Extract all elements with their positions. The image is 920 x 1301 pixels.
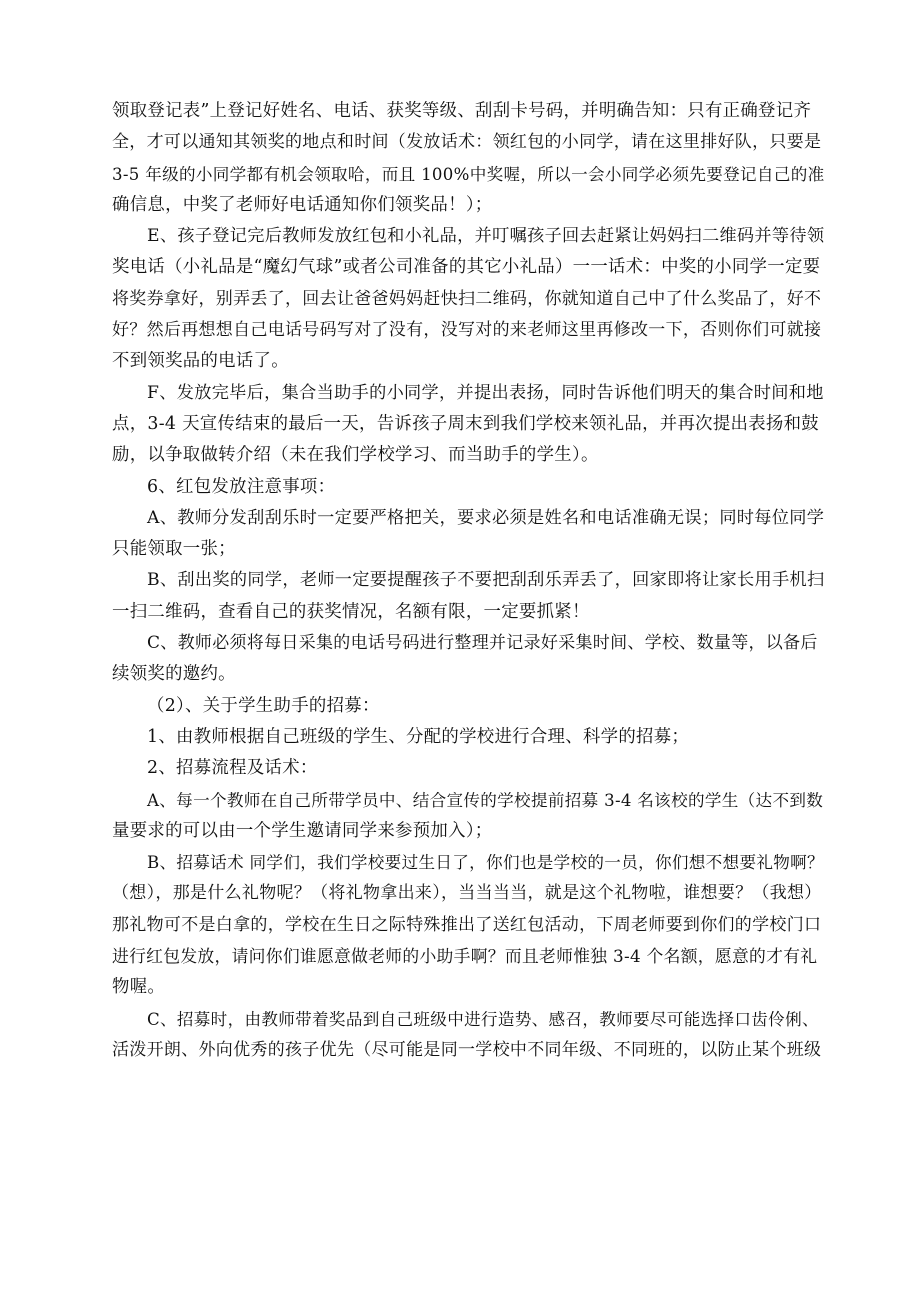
paragraph-line: 续领奖的邀约。 <box>112 664 236 685</box>
paragraph-line: 确信息，中奖了老师好电话通知你们领奖品！）； <box>112 194 493 215</box>
paragraph-line: 3-5 年级的小同学都有机会领取哈，而且 100%中奖喔，所以一会小同学必须先要登记自己的准 <box>112 164 825 184</box>
paragraph-first-line: F、发放完毕后，集合当助手的小同学，并提出表扬，同时告诉他们明天的集合时间和地 <box>147 382 824 403</box>
paragraph-first-line: E、孩子登记完后教师发放红包和小礼品，并叮嘱孩子回去赶紧让妈妈扫二维码并等待领 <box>147 226 825 247</box>
paragraph-line: 一扫二维码，查看自己的获奖情况，名额有限，一定要抓紧！ <box>112 601 590 622</box>
paragraph-first-line: A、教师分发刮刮乐时一定要严格把关，要求必须是姓名和电话准确无误；同时每位同学 <box>147 507 825 528</box>
paragraph-line: 将奖券拿好，别弄丢了，回去让爸爸妈妈赶快扫二维码，你就知道自己中了什么奖品了，好不 <box>112 288 822 309</box>
paragraph-first-line: B、刮出奖的同学，老师一定要提醒孩子不要把刮刮乐弄丢了，回家即将让家长用手机扫 <box>147 570 825 591</box>
paragraph-line: 奖电话（小礼品是“魔幻气球”或者公司准备的其它小礼品）一一话术：中奖的小同学一定要 <box>112 257 821 278</box>
paragraph-line: 量要求的可以由一个学生邀请同学来参预加入）； <box>112 820 493 841</box>
paragraph-line: 物喔。 <box>112 977 166 998</box>
paragraph-line: 好？然后再想想自己电话号码写对了没有，没写对的来老师这里再修改一下，否则你们可就接 <box>112 320 822 341</box>
document-page <box>112 96 824 1066</box>
paragraph-line: 点，3-4 天宣传结束的最后一天，告诉孩子周末到我们学校来领礼品，并再次提出表扬和鼓 <box>112 413 819 434</box>
paragraph-line: 全，才可以通知其领奖的地点和时间（发放话术：领红包的小同学，请在这里排好队，只要是 <box>112 132 822 153</box>
paragraph-first-line: C、教师必须将每日采集的电话号码进行整理并记录好采集时间、学校、数量等，以备后 <box>147 633 818 654</box>
paragraph-first-line: 1、由教师根据自己班级的学生、分配的学校进行合理、科学的招募； <box>147 726 690 747</box>
paragraph-line: 励，以争取做转介绍（未在我们学校学习、而当助手的学生）。 <box>112 445 599 466</box>
paragraph-first-line: 2、招募流程及话术： <box>147 758 318 779</box>
paragraph-line: （想），那是什么礼物呢？（将礼物拿出来），当当当当，就是这个礼物啦，谁想要？（我想） <box>112 883 822 904</box>
paragraph-line: 领取登记表”上登记好姓名、电话、获奖等级、刮刮卡号码，并明确告知：只有正确登记齐 <box>112 101 812 121</box>
paragraph-first-line: 6、红包发放注意事项： <box>147 476 336 497</box>
paragraph-first-line: B、招募话术 同学们，我们学校要过生日了，你们也是学校的一员，你们想不想要礼物啊？ <box>147 853 824 873</box>
paragraph-line: 进行红包发放，请问你们谁愿意做老师的小助手啊？而且老师惟独 3-4 个名额，愿意的才有礼 <box>112 946 818 967</box>
paragraph-line: 只能领取一张； <box>112 539 236 560</box>
paragraph-first-line: （2）、关于学生助手的招募： <box>147 695 380 716</box>
paragraph-line: 不到领奖品的电话了。 <box>112 351 289 372</box>
paragraph-line: 活泼开朗、外向优秀的孩子优先（尽可能是同一学校中不同年级、不同班的，以防止某个班级 <box>112 1039 822 1060</box>
paragraph-first-line: C、招募时，由教师带着奖品到自己班级中进行造势、感召，教师要尽可能选择口齿伶俐、 <box>147 1009 819 1029</box>
paragraph-line: 那礼物可不是白拿的，学校在生日之际特殊推出了送红包活动，下周老师要到你们的学校门口 <box>112 914 822 935</box>
paragraph-first-line: A、每一个教师在自己所带学员中、结合宣传的学校提前招募 3-4 名该校的学生（达不到数 <box>147 790 824 810</box>
